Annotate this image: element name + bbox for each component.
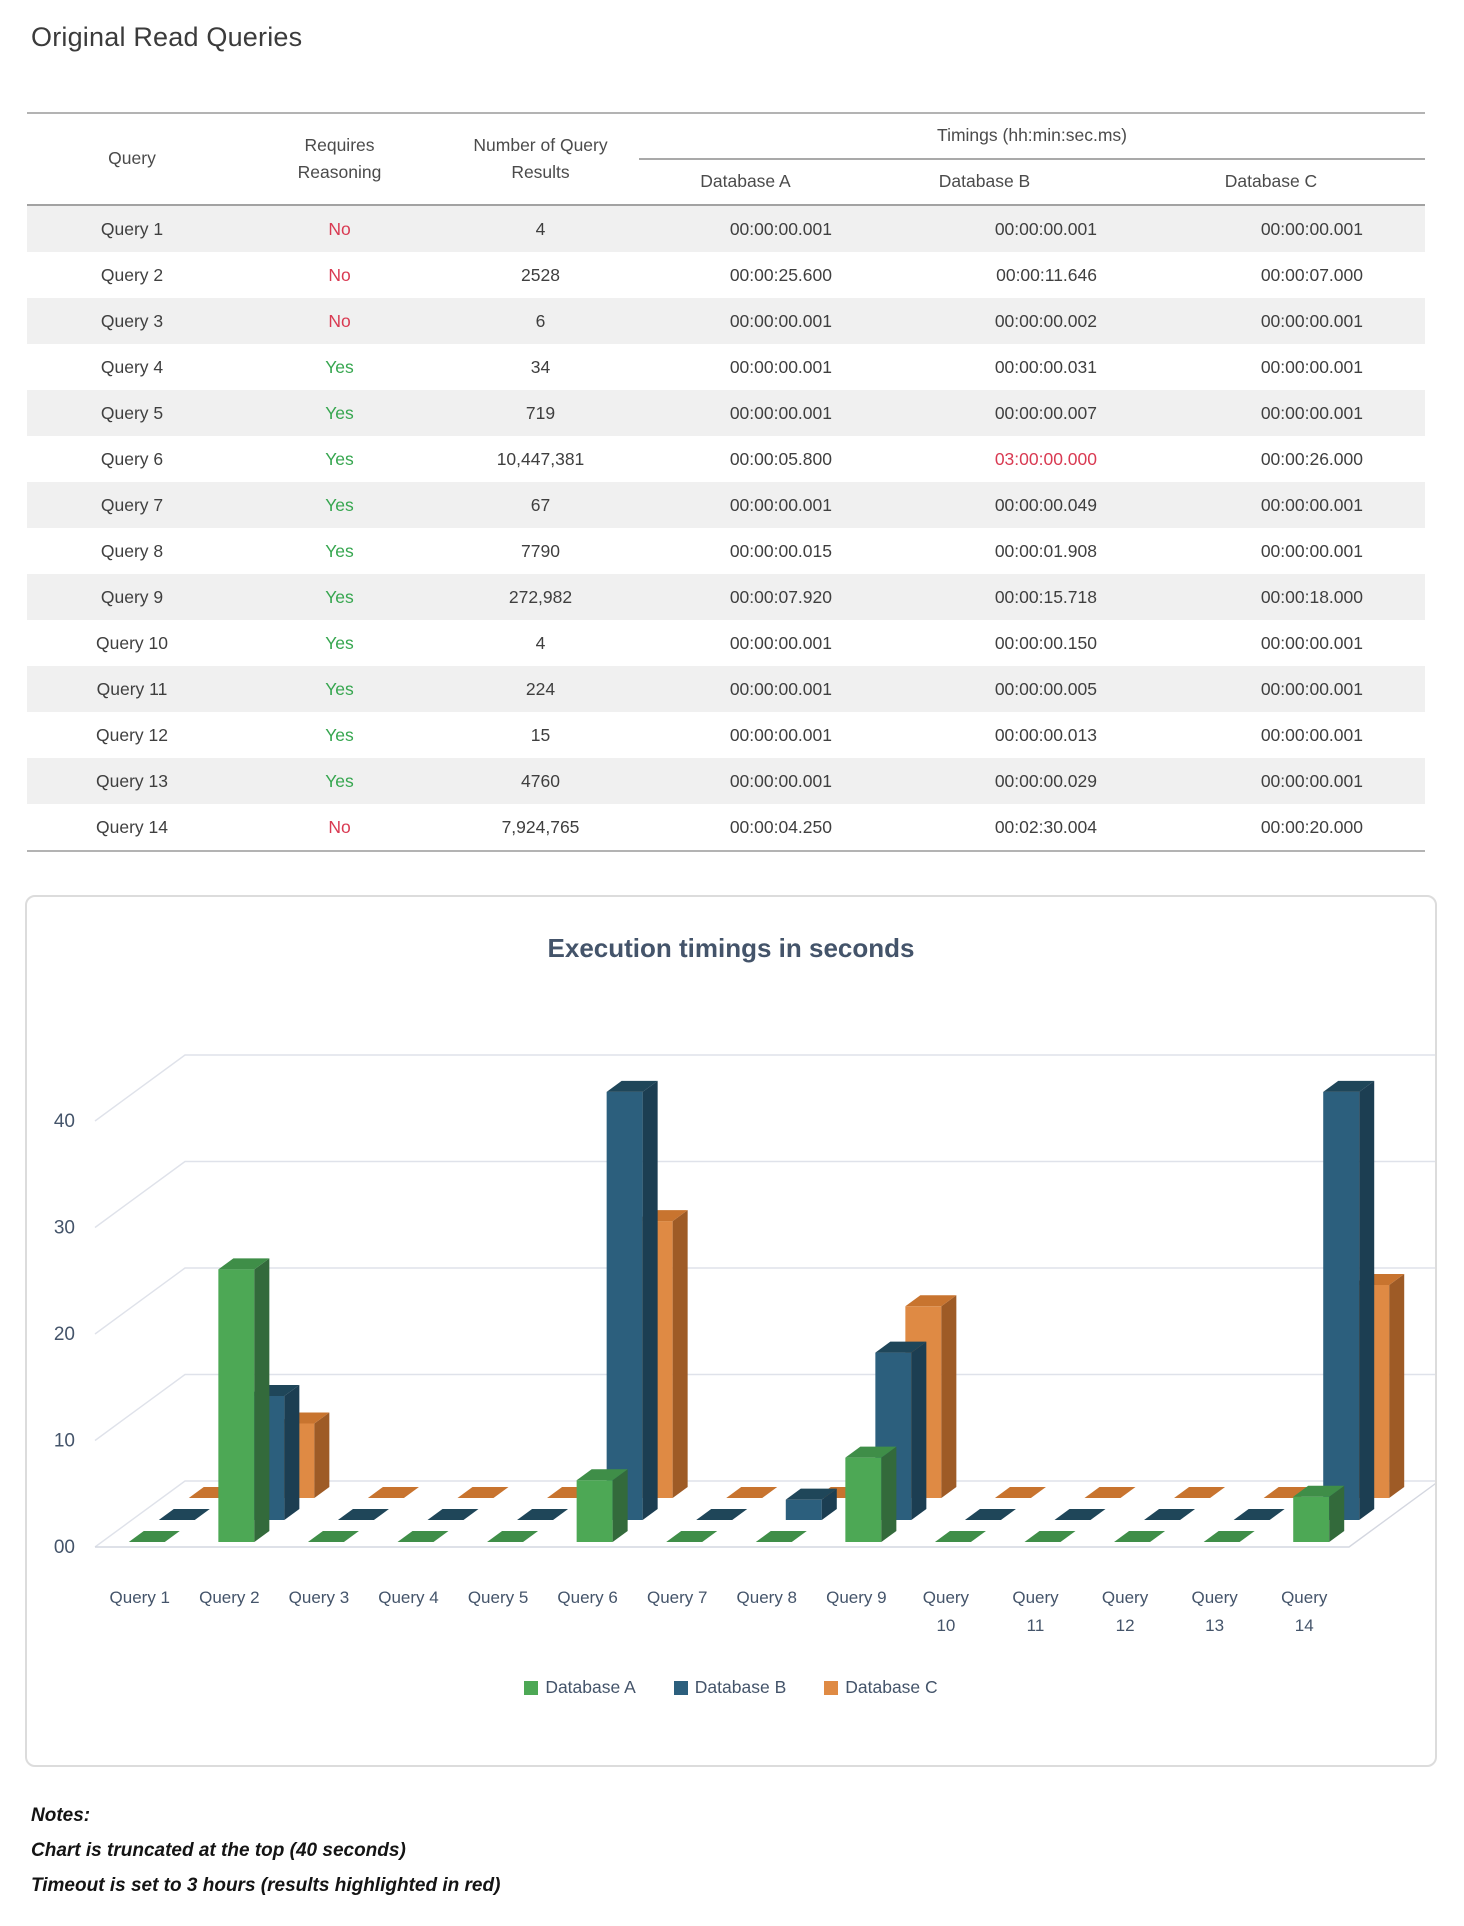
chart-title: Execution timings in seconds bbox=[547, 933, 915, 963]
timing-c-cell: 00:00:00.001 bbox=[1260, 770, 1363, 791]
timing-a-cell: 00:00:07.920 bbox=[729, 586, 832, 607]
timing-c-cell: 00:00:20.000 bbox=[1260, 816, 1363, 837]
results-cell: 2528 bbox=[521, 264, 560, 285]
timing-b-cell: 00:00:00.002 bbox=[994, 310, 1097, 331]
reasoning-cell: Yes bbox=[325, 586, 354, 607]
timing-b-cell: 00:00:00.049 bbox=[994, 494, 1097, 515]
query-cell: Query 7 bbox=[100, 494, 164, 515]
reasoning-cell: Yes bbox=[325, 632, 354, 653]
page-title: Original Read Queries bbox=[31, 22, 303, 52]
results-cell: 34 bbox=[530, 356, 551, 377]
timing-a-cell: 00:00:00.001 bbox=[729, 724, 832, 745]
y-tick-label: 00 bbox=[53, 1537, 75, 1558]
timing-a-cell: 00:00:00.001 bbox=[729, 402, 832, 423]
legend-item-database-c bbox=[824, 1677, 937, 1698]
col-header-requires-reasoning: Requires Reasoning bbox=[297, 134, 382, 182]
execution-timings-chart bbox=[25, 895, 1437, 1767]
table-row bbox=[27, 344, 1425, 390]
timing-c-cell: 00:00:00.001 bbox=[1260, 724, 1363, 745]
table-row bbox=[27, 482, 1425, 528]
chart-canvas bbox=[27, 897, 1435, 1765]
bar-database-c-q4 bbox=[458, 1487, 509, 1498]
query-cell: Query 9 bbox=[100, 586, 164, 607]
table-row bbox=[27, 390, 1425, 436]
query-cell: Query 13 bbox=[96, 770, 168, 791]
y-tick-label: 40 bbox=[53, 1111, 75, 1132]
bar-database-b-q4 bbox=[428, 1509, 479, 1520]
query-cell: Query 12 bbox=[96, 724, 168, 745]
bar-database-c-q3 bbox=[368, 1487, 419, 1498]
reasoning-cell: No bbox=[328, 264, 351, 285]
query-cell: Query 14 bbox=[96, 816, 168, 837]
x-category-label: Query bbox=[1191, 1588, 1238, 1607]
col-header-database-c: Database C bbox=[1224, 171, 1318, 192]
timing-a-cell: 00:00:00.015 bbox=[729, 540, 832, 561]
query-timings-table-wrap bbox=[27, 112, 1425, 852]
bar-database-c-q12 bbox=[1174, 1487, 1225, 1498]
query-cell: Query 10 bbox=[96, 632, 168, 653]
results-cell: 10,447,381 bbox=[496, 448, 585, 469]
timing-a-cell: 00:00:05.800 bbox=[729, 448, 832, 469]
x-category-label: 11 bbox=[1026, 1616, 1045, 1635]
notes-line-2: Timeout is set to 3 hours (results highlighted in red) bbox=[31, 1875, 501, 1896]
bar-database-a-q8 bbox=[756, 1531, 807, 1542]
timing-b-cell: 00:00:00.001 bbox=[852, 205, 1117, 252]
timing-b-cell: 00:00:00.005 bbox=[994, 678, 1097, 699]
x-category-label: Query bbox=[922, 1588, 970, 1607]
table-row bbox=[27, 528, 1425, 574]
bar-database-b-q6 bbox=[607, 1081, 658, 1520]
bar-database-a-q13 bbox=[1204, 1531, 1255, 1542]
reasoning-cell: No bbox=[328, 310, 351, 331]
bar-database-b-q12 bbox=[1144, 1509, 1195, 1520]
reasoning-cell: No bbox=[237, 205, 442, 252]
query-cell: Query 5 bbox=[100, 402, 164, 423]
reasoning-cell: Yes bbox=[325, 356, 354, 377]
bar-database-a-q12 bbox=[1114, 1531, 1165, 1542]
results-cell: 224 bbox=[525, 678, 556, 699]
x-category-label: Query bbox=[1101, 1588, 1149, 1607]
timing-b-cell: 00:00:15.718 bbox=[994, 586, 1097, 607]
y-tick-label: 20 bbox=[53, 1324, 75, 1345]
reasoning-cell: Yes bbox=[325, 494, 354, 515]
gridline-20 bbox=[95, 1268, 1435, 1334]
timing-a-cell: 00:00:00.001 bbox=[729, 310, 832, 331]
timing-b-cell: 00:00:00.031 bbox=[994, 356, 1097, 377]
gridline-30 bbox=[95, 1162, 1435, 1228]
results-cell: 7790 bbox=[521, 540, 560, 561]
bar-database-a-q4 bbox=[398, 1531, 449, 1542]
table-row bbox=[27, 298, 1425, 344]
bar-database-a-q6 bbox=[577, 1469, 628, 1542]
timing-b-cell: 00:00:00.013 bbox=[994, 724, 1097, 745]
x-category-label: 12 bbox=[1115, 1616, 1135, 1635]
timing-c-cell: 00:00:00.001 bbox=[1260, 678, 1363, 699]
timing-a-cell: 00:00:00.001 bbox=[729, 678, 832, 699]
timing-a-cell: 00:00:25.600 bbox=[729, 264, 832, 285]
legend-label: Database A bbox=[545, 1677, 636, 1697]
results-cell: 6 bbox=[535, 310, 546, 331]
y-tick-label: 10 bbox=[53, 1430, 75, 1452]
reasoning-cell: Yes bbox=[325, 402, 354, 423]
table-row bbox=[27, 666, 1425, 712]
timing-c-cell: 00:00:07.000 bbox=[1260, 264, 1363, 285]
timing-c-cell: 00:00:00.001 bbox=[1117, 205, 1425, 252]
table-row bbox=[27, 712, 1425, 758]
bar-database-c-q10 bbox=[995, 1487, 1046, 1498]
bar-database-a-q9 bbox=[845, 1447, 896, 1542]
table-row bbox=[27, 436, 1425, 482]
legend-swatch bbox=[824, 1681, 838, 1695]
legend-item-database-a bbox=[524, 1677, 635, 1698]
x-category-label: Query 5 bbox=[467, 1588, 529, 1607]
x-category-label: 10 bbox=[936, 1616, 956, 1635]
bar-database-a-q11 bbox=[1025, 1531, 1076, 1542]
bar-database-c-q7 bbox=[726, 1487, 777, 1498]
x-category-label: Query 9 bbox=[826, 1588, 887, 1607]
timing-c-cell: 00:00:00.001 bbox=[1260, 402, 1363, 423]
query-cell: Query 6 bbox=[100, 448, 164, 469]
results-cell: 4 bbox=[535, 632, 546, 653]
bar-database-a-q5 bbox=[487, 1531, 538, 1542]
notes bbox=[31, 1798, 500, 1903]
timing-a-cell: 00:00:00.001 bbox=[729, 632, 832, 653]
query-timings-table bbox=[27, 112, 1425, 852]
timing-b-cell: 00:02:30.004 bbox=[994, 816, 1097, 837]
x-category-label: Query bbox=[1281, 1588, 1328, 1607]
query-cell: Query 2 bbox=[100, 264, 164, 285]
table-row bbox=[27, 804, 1425, 851]
timing-c-cell: 00:00:00.001 bbox=[1260, 310, 1363, 331]
timing-c-cell: 00:00:00.001 bbox=[1260, 494, 1363, 515]
timing-b-cell: 03:00:00.000 bbox=[994, 448, 1097, 469]
query-cell: Query 4 bbox=[100, 356, 164, 377]
results-cell: 15 bbox=[530, 724, 551, 745]
x-category-label: Query 8 bbox=[736, 1588, 798, 1607]
reasoning-cell: Yes bbox=[325, 540, 354, 561]
x-category-label: Query 7 bbox=[646, 1588, 708, 1607]
reasoning-cell: No bbox=[328, 816, 351, 837]
table-row bbox=[27, 620, 1425, 666]
bar-database-b-q14 bbox=[1323, 1081, 1374, 1520]
gridline-40 bbox=[95, 1055, 1435, 1121]
results-cell: 272,982 bbox=[508, 586, 573, 607]
col-header-query: Query bbox=[108, 148, 156, 169]
timing-b-cell: 00:00:11.646 bbox=[996, 264, 1097, 285]
legend-item-database-b bbox=[674, 1677, 786, 1698]
query-cell: Query 8 bbox=[100, 540, 164, 561]
bar-database-b-q7 bbox=[696, 1509, 747, 1520]
legend-label: Database B bbox=[694, 1677, 787, 1697]
timing-c-cell: 00:00:00.001 bbox=[1260, 632, 1363, 653]
y-tick-label: 30 bbox=[53, 1217, 75, 1239]
timing-a-cell: 00:00:00.001 bbox=[729, 494, 832, 515]
x-category-label: 14 bbox=[1294, 1616, 1314, 1635]
timing-b-cell: 00:00:00.150 bbox=[994, 632, 1097, 653]
bar-database-a-q14 bbox=[1293, 1486, 1344, 1542]
table-row bbox=[27, 252, 1425, 298]
bar-database-a-q3 bbox=[308, 1531, 359, 1542]
timing-a-cell: 00:00:00.001 bbox=[729, 356, 832, 377]
query-cell: Query 11 bbox=[96, 678, 168, 699]
bar-database-b-q5 bbox=[517, 1509, 568, 1520]
query-cell: Query 3 bbox=[100, 310, 164, 331]
col-header-database-a: Database A bbox=[700, 171, 791, 192]
bar-database-a-q7 bbox=[666, 1531, 717, 1542]
bar-database-b-q1 bbox=[159, 1509, 210, 1520]
timing-c-cell: 00:00:00.001 bbox=[1260, 356, 1363, 377]
x-category-label: Query 3 bbox=[288, 1588, 350, 1607]
reasoning-cell: Yes bbox=[325, 724, 354, 745]
timing-a-cell: 00:00:04.250 bbox=[729, 816, 832, 837]
x-category-label: Query 4 bbox=[378, 1588, 439, 1607]
x-category-label: Query 6 bbox=[557, 1588, 618, 1607]
col-header-timings-group: Timings (hh:min:sec.ms) bbox=[639, 113, 1425, 159]
bar-database-b-q11 bbox=[1055, 1509, 1106, 1520]
bar-database-a-q2 bbox=[218, 1258, 269, 1542]
timing-a-cell: 00:00:00.001 bbox=[729, 770, 832, 791]
legend-label: Database C bbox=[845, 1677, 938, 1697]
results-cell: 7,924,765 bbox=[501, 816, 580, 837]
timing-c-cell: 00:00:00.001 bbox=[1260, 540, 1363, 561]
results-cell: 4760 bbox=[521, 770, 560, 791]
bar-database-b-q8 bbox=[786, 1489, 837, 1520]
query-cell: Query 1 bbox=[27, 205, 237, 252]
legend-swatch bbox=[674, 1681, 688, 1695]
x-category-label: Query 1 bbox=[109, 1588, 171, 1607]
reasoning-cell: Yes bbox=[325, 448, 354, 469]
bar-database-b-q3 bbox=[338, 1509, 389, 1520]
timing-b-cell: 00:00:00.007 bbox=[994, 402, 1097, 423]
bar-database-b-q10 bbox=[965, 1509, 1016, 1520]
x-category-label: Query 2 bbox=[199, 1588, 260, 1607]
col-header-database-b: Database B bbox=[938, 171, 1031, 192]
reasoning-cell: Yes bbox=[325, 678, 354, 699]
notes-line-1: Chart is truncated at the top (40 seconds) bbox=[31, 1840, 406, 1861]
table-body bbox=[27, 205, 1425, 851]
x-category-label: Query bbox=[1012, 1588, 1059, 1607]
results-cell: 719 bbox=[525, 402, 556, 423]
results-cell: 4 bbox=[442, 205, 639, 252]
timing-c-cell: 00:00:26.000 bbox=[1260, 448, 1363, 469]
legend-swatch bbox=[524, 1681, 538, 1695]
bar-database-c-q11 bbox=[1085, 1487, 1136, 1498]
timing-a-cell: 00:00:00.001 bbox=[639, 205, 852, 252]
timing-b-cell: 00:00:01.908 bbox=[994, 540, 1097, 561]
bar-database-a-q10 bbox=[935, 1531, 986, 1542]
bar-database-a-q1 bbox=[129, 1531, 180, 1542]
col-header-number-of-results: Number of Query Results bbox=[473, 134, 608, 182]
timing-c-cell: 00:00:18.000 bbox=[1260, 586, 1363, 607]
notes-heading: Notes: bbox=[31, 1805, 91, 1826]
table-row bbox=[27, 205, 1425, 252]
x-category-label: 13 bbox=[1205, 1616, 1225, 1635]
reasoning-cell: Yes bbox=[325, 770, 354, 791]
bar-database-b-q13 bbox=[1234, 1509, 1285, 1520]
table-row bbox=[27, 574, 1425, 620]
timing-b-cell: 00:00:00.029 bbox=[994, 770, 1097, 791]
results-cell: 67 bbox=[530, 494, 551, 515]
chart-legend bbox=[27, 1677, 1435, 1698]
table-row bbox=[27, 758, 1425, 804]
